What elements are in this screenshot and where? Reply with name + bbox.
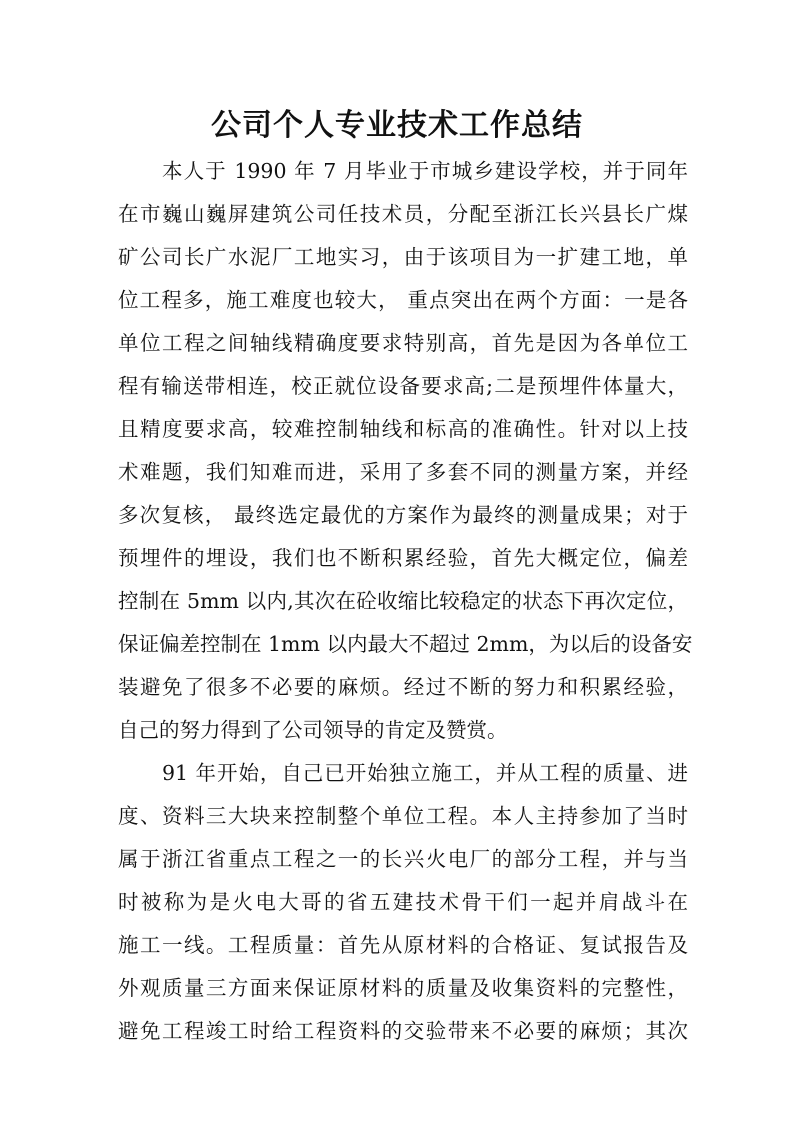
body-line: 时被称为是火电大哥的省五建技术骨干们一起并肩战斗在: [118, 890, 688, 914]
body-line: 且精度要求高，较难控制轴线和标高的准确性。针对以上技: [118, 417, 688, 441]
document-body: [118, 150, 693, 1053]
body-line: 程有输送带相连，校正就位设备要求高;二是预埋件体量大，: [118, 374, 688, 398]
body-line: 本人于 1990 年 7 月毕业于市城乡建设学校，并于同年: [162, 159, 688, 183]
body-line: 在市巍山巍屏建筑公司任技术员，分配至浙江长兴县长广煤: [118, 202, 688, 226]
body-line: 多次复核， 最终选定最优的方案作为最终的测量成果；对于: [118, 503, 688, 527]
body-line: 自己的努力得到了公司领导的肯定及赞赏。: [118, 718, 508, 742]
body-line: 外观质量三方面来保证原材料的质量及收集资料的完整性，: [118, 976, 688, 1000]
body-line: 属于浙江省重点工程之一的长兴火电厂的部分工程，并与当: [118, 847, 688, 871]
body-line: 保证偏差控制在 1mm 以内最大不超过 2mm，为以后的设备安: [118, 632, 693, 656]
body-line: 矿公司长广水泥厂工地实习，由于该项目为一扩建工地，单: [118, 245, 688, 269]
body-line: 预埋件的埋设，我们也不断积累经验，首先大概定位，偏差: [118, 546, 688, 570]
body-line: 避免工程竣工时给工程资料的交验带来不必要的麻烦；其次: [118, 1019, 688, 1043]
body-line: 控制在 5mm 以内,其次在砼收缩比较稳定的状态下再次定位，: [118, 589, 688, 613]
body-line: 位工程多，施工难度也较大， 重点突出在两个方面：一是各: [118, 288, 688, 312]
body-line: 度、资料三大块来控制整个单位工程。本人主持参加了当时: [118, 804, 688, 828]
document-title: 公司个人专业技术工作总结: [211, 108, 583, 143]
body-line: 术难题，我们知难而进，采用了多套不同的测量方案，并经: [118, 460, 688, 484]
body-line: 91 年开始，自己已开始独立施工，并从工程的质量、进: [162, 761, 688, 785]
body-line: 装避免了很多不必要的麻烦。经过不断的努力和积累经验，: [118, 675, 688, 699]
body-line: 单位工程之间轴线精确度要求特别高，首先是因为各单位工: [118, 331, 688, 355]
body-line: 施工一线。工程质量：首先从原材料的合格证、复试报告及: [118, 933, 688, 957]
